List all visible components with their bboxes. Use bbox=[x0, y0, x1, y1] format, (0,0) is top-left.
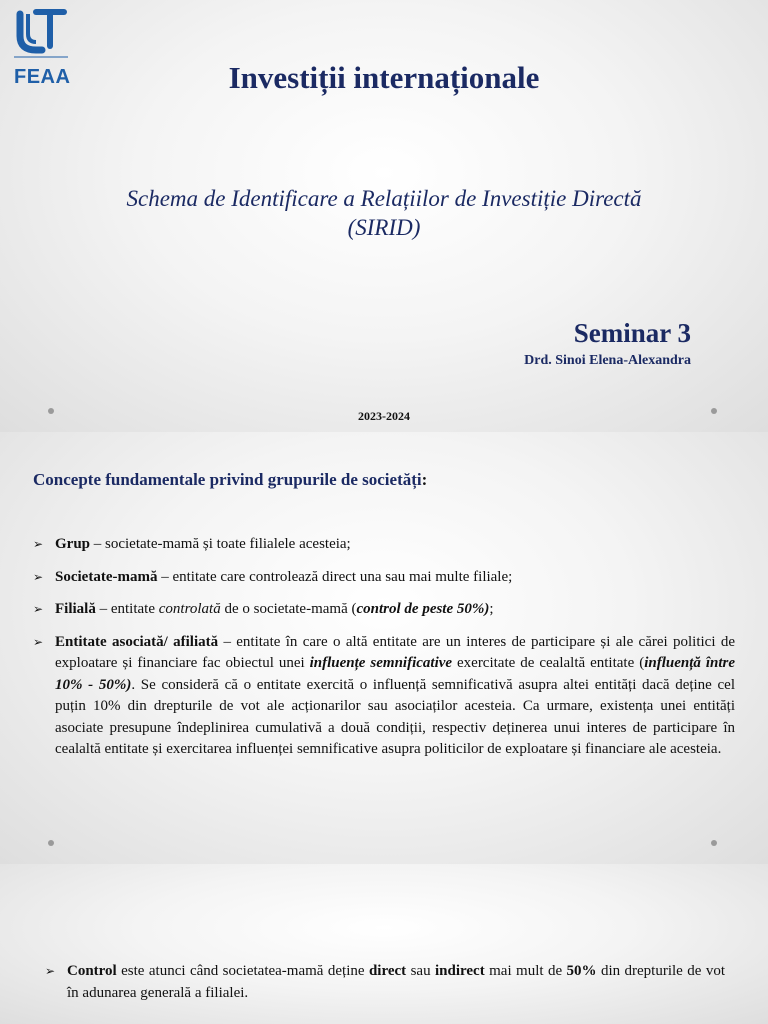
decorative-dot-icon bbox=[711, 408, 717, 414]
term: Societate-mamă bbox=[55, 568, 158, 585]
emphasis: control de peste 50%) bbox=[356, 601, 490, 617]
decorative-dot-icon bbox=[48, 840, 54, 846]
emphasis: controlată bbox=[158, 601, 221, 617]
arrow-bullet-icon: ➢ bbox=[45, 964, 56, 978]
control-slide bbox=[0, 864, 768, 1024]
heading-text: Concepte fundamentale privind grupurile de societăți bbox=[33, 470, 422, 489]
definition-part: exercitate de cealaltă entitate ( bbox=[452, 655, 645, 671]
logo-mark-icon bbox=[6, 6, 72, 64]
list-item bbox=[45, 961, 725, 1004]
seminar-label: Seminar 3 bbox=[573, 318, 691, 348]
decorative-dot-icon bbox=[48, 408, 54, 414]
concepts-slide bbox=[0, 432, 768, 864]
term: Entitate asociată/ afiliată bbox=[55, 633, 219, 650]
arrow-bullet-icon: ➢ bbox=[33, 537, 44, 551]
definition-part: din drepturile de vot în adunarea generală a filialei. bbox=[67, 963, 725, 1001]
list-item bbox=[33, 567, 735, 589]
list-item bbox=[33, 534, 735, 556]
heading-colon: : bbox=[421, 470, 428, 489]
definition-part: este atunci când societatea-mamă deține bbox=[116, 963, 369, 979]
definition-part: ; bbox=[489, 601, 494, 617]
title-slide bbox=[0, 0, 768, 432]
definition-part: mai mult de bbox=[484, 963, 567, 979]
definition: – societate-mamă și toate filialele acesteia; bbox=[90, 536, 351, 552]
definition-part: – entitate bbox=[95, 601, 159, 617]
author-name: Drd. Sinoi Elena-Alexandra bbox=[524, 353, 691, 368]
list-item bbox=[33, 599, 735, 621]
logo-text: FEAA bbox=[14, 66, 71, 88]
emphasis: influențe semnificative bbox=[309, 655, 453, 671]
term: Grup bbox=[55, 536, 91, 552]
arrow-bullet-icon: ➢ bbox=[33, 634, 44, 649]
page-title: Investiții internaționale bbox=[228, 60, 540, 95]
academic-year: 2023-2024 bbox=[358, 409, 410, 423]
emphasis: influență între 10% - 50%) bbox=[55, 655, 735, 693]
definition-part: de o societate-mamă ( bbox=[220, 601, 357, 617]
emphasis: indirect bbox=[434, 963, 485, 979]
emphasis: direct bbox=[368, 963, 407, 979]
term: Control bbox=[67, 963, 117, 979]
subtitle: Schema de Identificare a Relațiilor de Investiție Directă (SIRID) bbox=[126, 186, 642, 240]
emphasis: 50% bbox=[566, 963, 597, 979]
concept-list bbox=[33, 534, 735, 772]
slide-heading bbox=[33, 470, 427, 490]
arrow-bullet-icon: ➢ bbox=[33, 569, 44, 584]
definition: – entitate care controlează direct una sau mai multe filiale; bbox=[157, 568, 513, 585]
arrow-bullet-icon: ➢ bbox=[33, 602, 44, 616]
definition-part: sau bbox=[406, 963, 435, 979]
term: Filială bbox=[55, 601, 96, 617]
definition-part: . Se consideră că o entitate exercită o influență semnificativă asupra altei entități dacă deține cel puțin 10% din drepturile de vot ale acționarilor sau asociaților acesteia. Ca urmare, existența unei entități asociate presupune îndeplinirea cumulativă a două condiții, respectiv deținerea unui interes de participare în cealaltă entitate și exercitarea influenței semnificative asupra politicilor de exploatare și financiare ale acesteia. bbox=[55, 676, 735, 757]
list-item bbox=[33, 632, 735, 761]
control-list bbox=[45, 961, 725, 1016]
definition-part: – entitate în care o altă entitate are un interes de participare și ale cărei politici de exploatare și financiare fac obiectul unei bbox=[55, 633, 735, 671]
decorative-dot-icon bbox=[711, 840, 717, 846]
